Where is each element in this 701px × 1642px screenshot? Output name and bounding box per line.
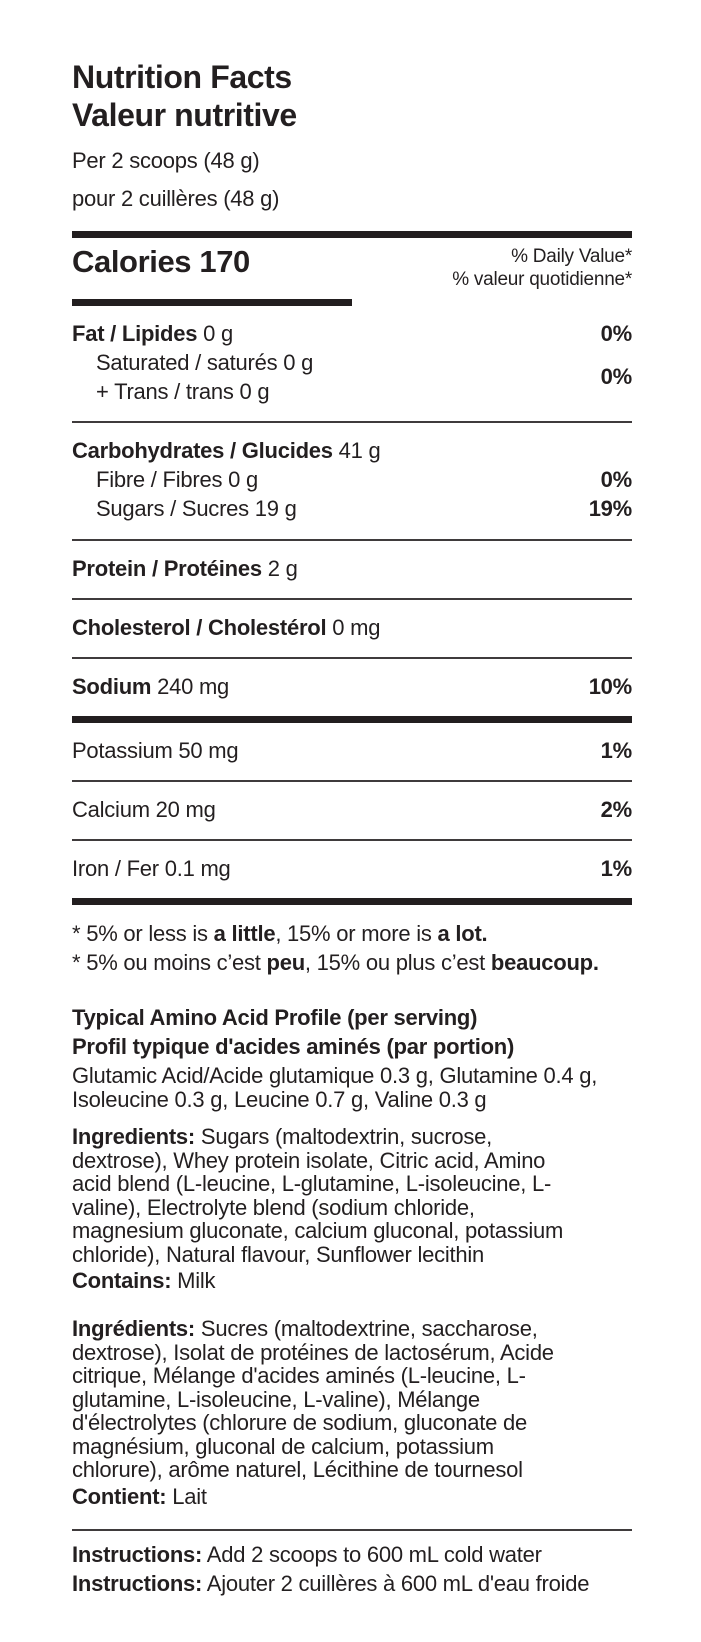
ingredients-fr-line6: magnésium, gluconal de calcium, potassium — [72, 1433, 494, 1459]
nutrient-row-trans — [72, 377, 313, 406]
title-en: Nutrition Facts — [72, 59, 292, 95]
calcium-section — [72, 782, 632, 839]
sodium-name: Sodium — [72, 674, 152, 699]
calories-underline — [72, 299, 352, 306]
footnote-fr-text-1: * 5% ou moins c’est — [72, 950, 267, 975]
daily-value-header-fr: % valeur quotidienne* — [452, 269, 632, 290]
footnote-en — [72, 919, 632, 948]
saturated-name: Saturated / saturés 0 g — [96, 350, 314, 375]
thick-rule-top — [72, 231, 632, 238]
amino-profile-values-line2: Isoleucine 0.3 g, Leucine 0.7 g, Valine 0.3 g — [72, 1086, 487, 1112]
ingredients-fr-first: Sucres (maltodextrine, saccharose, — [200, 1316, 538, 1341]
ingredients-fr-label: Ingrédients: — [72, 1316, 196, 1341]
ingredients-en-line6: chloride), Natural flavour, Sunflower lecithin — [72, 1241, 485, 1267]
footnote-en-text-1: * 5% or less is — [72, 921, 214, 946]
footnote-fr-bold-1: peu — [266, 950, 305, 975]
ingredients-en-line3: acid blend (L-leucine, L-glutamine, L-isoleucine, L- — [72, 1171, 552, 1196]
thick-rule-bottom — [72, 898, 632, 905]
footnotes — [72, 919, 632, 977]
instructions-en-text: Add 2 scoops to 600 mL cold water — [206, 1541, 542, 1567]
ingredients-fr-line3: citrique, Mélange d'acides aminés (L-leucine, L- — [72, 1363, 526, 1388]
protein-amount: 2 g — [267, 556, 298, 581]
nutrient-row-sugars — [72, 494, 632, 523]
ingredients-fr — [72, 1317, 632, 1482]
calcium-dv: 2% — [600, 797, 632, 822]
nutrient-row-calcium — [72, 795, 632, 824]
contains-fr — [72, 1482, 632, 1511]
nutrient-row-carbohydrates — [72, 436, 632, 465]
iron-name: Iron / Fer 0.1 mg — [72, 856, 231, 881]
ingredients-fr-line2: dextrose), Isolat de protéines de lactosérum, Acide — [72, 1339, 554, 1365]
nutrient-row-iron — [72, 854, 632, 883]
fibre-dv: 0% — [600, 467, 632, 492]
cholesterol-section — [72, 600, 632, 657]
contains-fr-label: Contient: — [72, 1483, 167, 1509]
potassium-name: Potassium 50 mg — [72, 738, 239, 763]
fat-name-amount — [72, 319, 233, 348]
fibre-name: Fibre / Fibres 0 g — [96, 467, 258, 492]
carbohydrates-name-amount — [72, 436, 381, 465]
nutrient-row-saturated — [72, 348, 313, 377]
footnote-fr-text-2: , 15% ou plus c’est — [304, 950, 491, 975]
instructions-fr — [72, 1569, 632, 1599]
daily-value-header-en: % Daily Value* — [511, 246, 632, 267]
contains-en-label: Contains: — [72, 1268, 172, 1293]
serving-size-fr: pour 2 cuillères (48 g) — [72, 186, 280, 211]
calcium-name: Calcium 20 mg — [72, 797, 216, 822]
fat-amount: 0 g — [203, 321, 233, 346]
saturated-dv: 0% — [600, 364, 632, 389]
contains-fr-value: Lait — [172, 1483, 207, 1509]
ingredients-fr-line4: glutamine, L-isoleucine, L-valine), Mélange — [72, 1386, 480, 1412]
calories-section — [72, 238, 632, 291]
potassium-dv: 1% — [600, 738, 632, 763]
saturated-trans-lines — [72, 348, 313, 406]
ingredients-fr-line1 — [72, 1317, 632, 1341]
protein-section — [72, 541, 632, 598]
thin-rule-instructions — [72, 1529, 632, 1531]
footnote-en-text-2: , 15% or more is — [275, 921, 438, 946]
ingredients-en-line2: dextrose), Whey protein isolate, Citric acid, Amino — [72, 1147, 546, 1173]
ingredients-en — [72, 1125, 632, 1266]
instructions-fr-label: Instructions: — [72, 1571, 203, 1596]
cholesterol-name-amount — [72, 613, 380, 642]
ingredients-en-line4: valine), Electrolyte blend (sodium chloride, — [72, 1194, 475, 1220]
amino-profile-title-en: Typical Amino Acid Profile (per serving) — [72, 1005, 478, 1030]
nutrient-row-cholesterol — [72, 613, 632, 642]
ingredients-en-line5: magnesium gluconate, calcium gluconal, potassium — [72, 1218, 564, 1243]
amino-acid-profile — [72, 1003, 632, 1111]
saturated-trans-group — [72, 348, 632, 406]
protein-name: Protein / Protéines — [72, 556, 262, 581]
nutrient-row-protein — [72, 554, 632, 583]
ingredients-fr-line7: chlorure), arôme naturel, Lécithine de tournesol — [72, 1457, 523, 1482]
cholesterol-name: Cholesterol / Cholestérol — [72, 615, 327, 640]
sugars-name: Sugars / Sucres 19 g — [96, 496, 297, 521]
cholesterol-amount: 0 mg — [332, 615, 381, 640]
instructions-en-label: Instructions: — [72, 1541, 203, 1567]
title-fr: Valeur nutritive — [72, 97, 297, 133]
contains-en-value: Milk — [177, 1268, 216, 1293]
footnote-en-bold-1: a little — [213, 921, 276, 946]
carbohydrates-amount: 41 g — [338, 438, 381, 463]
contains-en — [72, 1266, 632, 1295]
nutrient-row-potassium — [72, 736, 632, 765]
sodium-section — [72, 659, 632, 716]
fat-name: Fat / Lipides — [72, 321, 198, 346]
iron-section — [72, 841, 632, 898]
instructions-en — [72, 1540, 632, 1570]
carbohydrates-name: Carbohydrates / Glucides — [72, 438, 333, 463]
thick-rule-sodium — [72, 716, 632, 723]
calories-value: Calories 170 — [72, 244, 250, 279]
carbohydrates-section — [72, 423, 632, 539]
instructions-fr-text: Ajouter 2 cuillères à 600 mL d'eau froide — [206, 1571, 590, 1596]
sugars-dv: 19% — [588, 496, 632, 521]
nutrient-row-fat — [72, 319, 632, 348]
fat-section — [72, 306, 632, 421]
trans-name: + Trans / trans 0 g — [96, 379, 270, 404]
serving-size-en: Per 2 scoops (48 g) — [72, 148, 260, 173]
instructions — [72, 1540, 632, 1599]
sodium-amount: 240 mg — [157, 674, 230, 699]
potassium-section — [72, 723, 632, 780]
protein-name-amount — [72, 554, 298, 583]
footnote-en-bold-2: a lot. — [437, 921, 488, 946]
sodium-dv: 10% — [588, 674, 632, 699]
fat-dv: 0% — [600, 321, 632, 346]
footnote-fr — [72, 948, 632, 977]
footnote-fr-bold-2: beaucoup. — [490, 950, 599, 975]
ingredients-en-label: Ingredients: — [72, 1124, 196, 1149]
ingredients-en-line1 — [72, 1125, 632, 1149]
ingredients-fr-line5: d'électrolytes (chlorure de sodium, gluconate de — [72, 1410, 527, 1435]
ingredients-en-first: Sugars (maltodextrin, sucrose, — [200, 1124, 493, 1149]
sodium-name-amount — [72, 672, 229, 701]
daily-value-header — [452, 245, 632, 291]
iron-dv: 1% — [600, 856, 632, 881]
amino-profile-title-fr: Profil typique d'acides aminés (par portion) — [72, 1034, 515, 1059]
nutrient-row-fibre — [72, 465, 632, 494]
amino-profile-values-line1: Glutamic Acid/Acide glutamique 0.3 g, Glutamine 0.4 g, — [72, 1063, 598, 1088]
nutrient-row-sodium — [72, 672, 632, 701]
